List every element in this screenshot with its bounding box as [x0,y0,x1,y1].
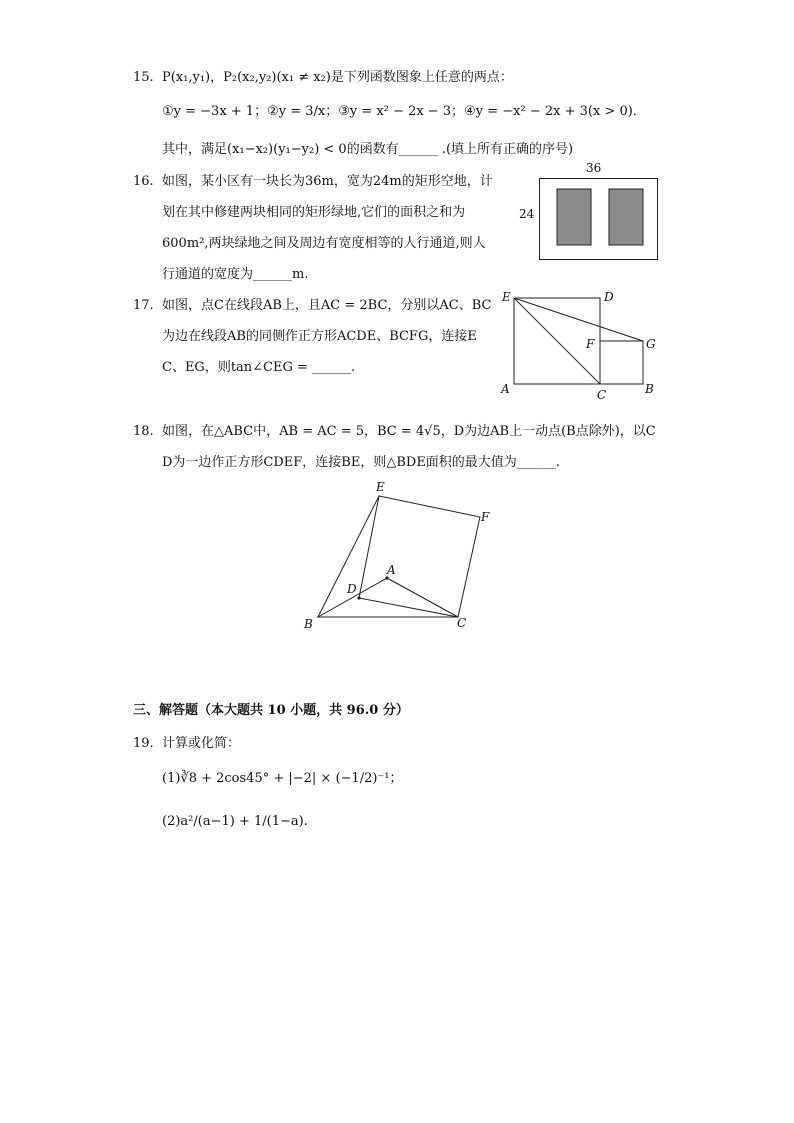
q19-title: 计算或化简： [162,736,241,751]
q16-line-4: 行通道的宽度为______m. [162,267,309,282]
q17-line-1: 如图，点C在线段AB上，且AC = 2BC，分别以AC、BC [162,298,492,313]
q16-line-1: 如图，某小区有一块长为36m，宽为24m的矩形空地，计 [162,174,493,189]
q17-label-d: D [604,290,614,304]
q17-label-e: E [502,290,511,304]
q15-line-3: 其中，满足(x₁−x₂)(y₁−y₂) < 0的函数有______ .(填上所有正确的序号) [162,142,574,157]
q17-square-bcfg [600,341,643,384]
q15-line-1: P(x₁,y₁)，P₂(x₂,y₂)(x₁ ≠ x₂)是下列函数图象上任意的两点： [162,70,513,85]
q16-number: 16. [133,174,154,189]
q16-line-3: 600m²,两块绿地之间及周边有宽度相等的人行通道,则人 [162,236,486,251]
q16-figure [539,178,669,262]
q18-point-d [357,596,360,599]
q17-line-2: 为边在线段AB的同侧作正方形ACDE、BCFG，连接E [162,329,477,344]
section-three-heading: 三、解答题（本大题共 10 小题，共 96.0 分） [133,703,409,718]
q15-number: 15. [133,70,154,85]
q18-line-1: 如图，在△ABC中，AB = AC = 5，BC = 4√5，D为边AB上一动点(B点除外)，以C [162,424,656,439]
q16-figure-width-label: 24 [519,207,535,221]
q17-label-f: F [586,337,595,351]
q16-figure-length-label: 36 [586,161,602,175]
q18-label-f: F [481,510,490,524]
q16-line-2: 划在其中修建两块相同的矩形绿地,它们的面积之和为 [162,205,466,220]
q18-segment-be [318,496,379,617]
q17-number: 17. [133,298,154,313]
q18-label-e: E [376,480,385,494]
q18-square-cdef [359,496,480,617]
q17-label-a: A [501,382,510,396]
q19-part-2: (2)a²/(a−1) + 1/(1−a). [162,814,308,829]
q18-triangle-abc [318,578,458,617]
q18-label-a: A [387,563,396,577]
q17-line-3: C、EG，则tan∠CEG = ______. [162,360,356,375]
q19-number: 19. [133,736,154,751]
q16-green-plot-right [609,189,643,245]
q17-label-b: B [645,382,654,396]
q18-number: 18. [133,424,154,439]
q15-line-2: ①y = −3x + 1；②y = 3/x；③y = x² − 2x − 3；④y = −x² − 2x + 3(x > 0)． [162,104,646,119]
q17-label-c: C [597,388,607,402]
q18-line-2: D为一边作正方形CDEF，连接BE，则△BDE面积的最大值为______. [162,455,560,470]
q19-part-1: (1)∛8 + 2cos45° + |−2| × (−1/2)⁻¹； [162,771,403,786]
q17-figure [500,290,660,400]
q18-label-d: D [347,582,357,596]
q18-label-b: B [304,617,313,631]
q16-green-plot-left [557,189,591,245]
q18-figure [300,480,500,630]
q17-label-g: G [646,337,656,351]
q17-segment-eg [514,298,643,341]
q18-label-c: C [457,616,467,630]
